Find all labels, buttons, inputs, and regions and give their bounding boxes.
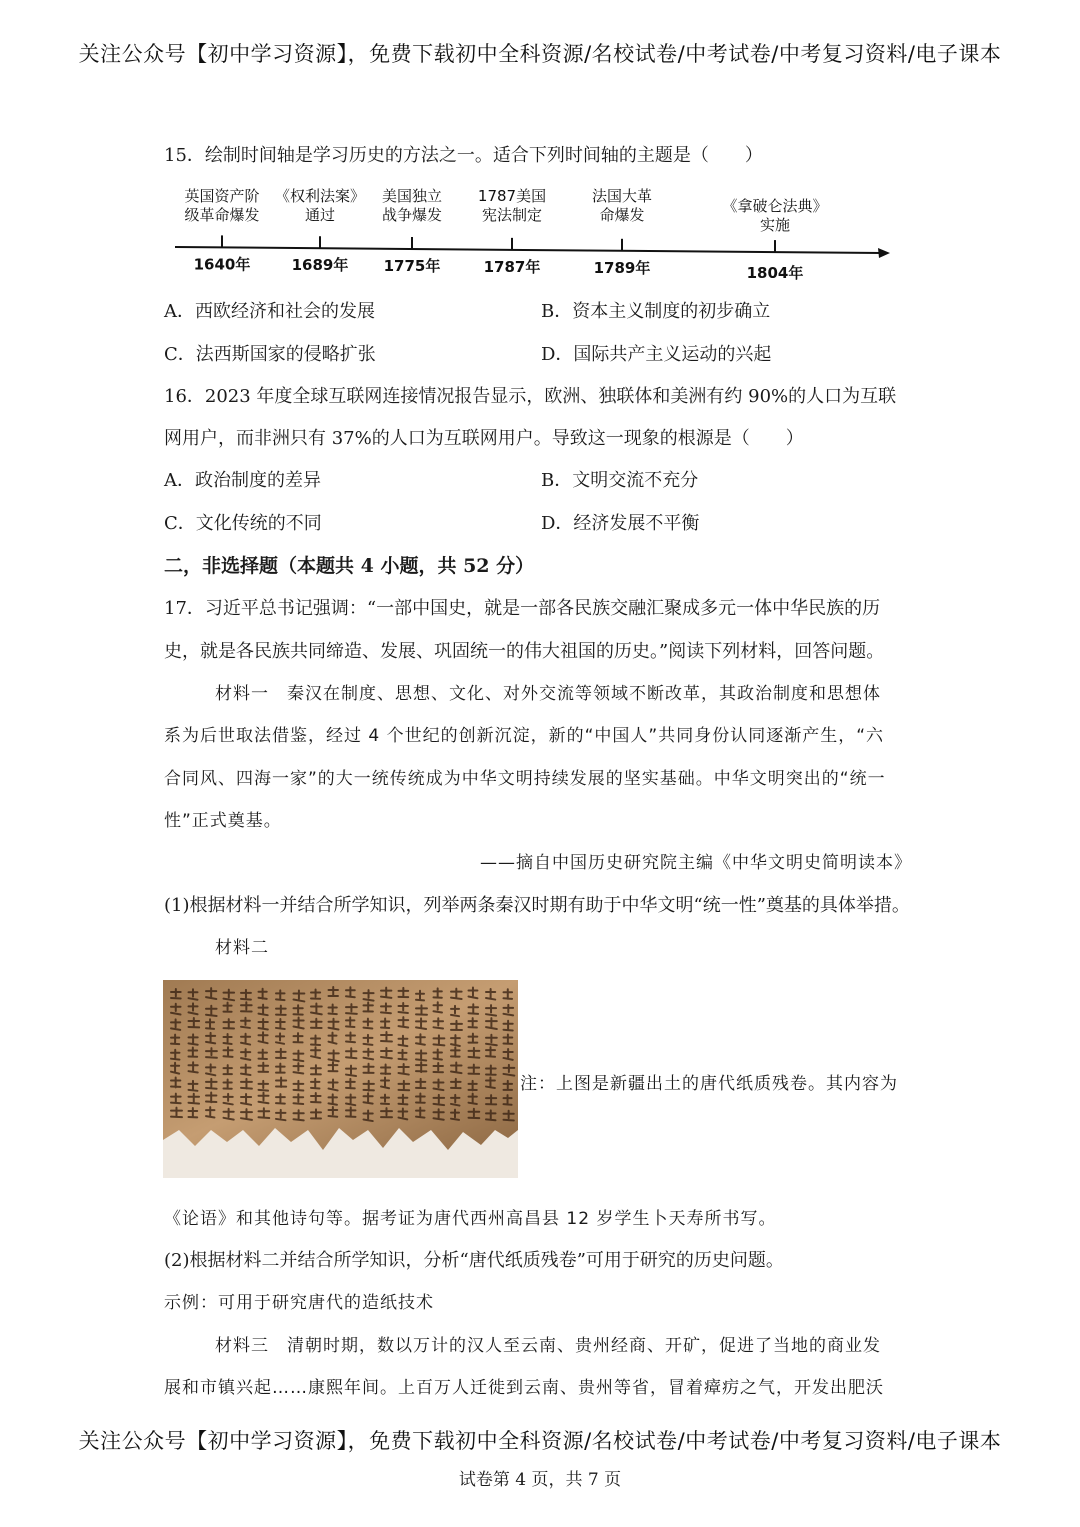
timeline-event-label: 《拿破仑法典》 [722, 197, 828, 215]
timeline-event-label: 实施 [759, 216, 791, 234]
q16-stem-line2: 网用户，而非洲只有 37%的人口为互联网用户。导致这一现象的根源是（ ） [164, 428, 804, 449]
timeline-event-label: 宪法制定 [481, 206, 543, 224]
material2-note-line1: 注：上图是新疆出土的唐代纸质残卷。其内容为 [520, 1074, 898, 1094]
timeline-year-label: 1689年 [291, 256, 349, 275]
q16-option-a: A．政治制度的差异 [164, 470, 321, 491]
timeline-arrow-icon [878, 248, 890, 258]
section2-title: 二，非选择题（本题共 4 小题，共 52 分） [164, 555, 535, 577]
q15-option-a: A．西欧经济和社会的发展 [164, 301, 375, 322]
q16-option-c: C．文化传统的不同 [164, 513, 322, 534]
material1-line4: 性”正式奠基。 [164, 811, 282, 831]
material1-source: ——摘自中国历史研究院主编《中华文明史简明读本》 [480, 853, 912, 873]
timeline-event-label: 命爆发 [599, 206, 645, 224]
material1-line1: 材料一 秦汉在制度、思想、文化、对外交流等领域不断改革，其政治制度和思想体 [215, 684, 881, 704]
timeline-year-label: 1640年 [193, 255, 251, 274]
q17-example: 示例：可用于研究唐代的造纸技术 [164, 1293, 434, 1313]
material1-line3: 合同风、四海一家”的大一统传统成为中华文明持续发展的坚实基础。中华文明突出的“统一 [164, 769, 886, 789]
material1-line2: 系为后世取法借鉴，经过 4 个世纪的创新沉淀，新的“中国人”共同身份认同逐渐产生，“六 [164, 726, 885, 746]
q16-stem-line1: 16．2023 年度全球互联网连接情况报告显示，欧洲、独联体和美洲有约 90%的人口为互联 [164, 386, 897, 407]
timeline-year-label: 1787年 [483, 257, 541, 276]
q15-option-d: D．国际共产主义运动的兴起 [541, 344, 772, 365]
q17-sub2: (2)根据材料二并结合所学知识，分析“唐代纸质残卷”可用于研究的历史问题。 [164, 1250, 784, 1271]
timeline-event-label: 美国独立 [381, 187, 443, 205]
header-banner: 关注公众号【初中学习资源】，免费下载初中全科资源/名校试卷/中考试卷/中考复习资料/电子课本 [78, 42, 1002, 66]
timeline-year-label: 1789年 [593, 258, 651, 277]
material2-label: 材料二 [215, 938, 269, 958]
timeline-event-label: 通过 [304, 206, 336, 224]
timeline-event-label: 1787美国 [477, 187, 547, 205]
q15-option-c: C．法西斯国家的侵略扩张 [164, 344, 376, 365]
q16-option-d: D．经济发展不平衡 [541, 513, 700, 534]
tang-paper-scroll-image [163, 980, 518, 1178]
q15-option-b: B．资本主义制度的初步确立 [541, 301, 771, 322]
q15-stem: 15．绘制时间轴是学习历史的方法之一。适合下列时间轴的主题是（ ） [164, 145, 763, 166]
q15-timeline [170, 180, 900, 285]
q16-option-b: B．文明交流不充分 [541, 470, 699, 491]
material2-note-line2: 《论语》和其他诗句等。据考证为唐代西州高昌县 12 岁学生卜天寿所书写。 [164, 1209, 777, 1229]
timeline-year-label: 1775年 [383, 257, 441, 276]
timeline-event-label: 级革命爆发 [184, 206, 260, 224]
q17-sub1: (1)根据材料一并结合所学知识，列举两条秦汉时期有助于中华文明“统一性”奠基的具体举措。 [164, 895, 910, 916]
material3-line1: 材料三 清朝时期，数以万计的汉人至云南、贵州经商、开矿，促进了当地的商业发 [215, 1336, 881, 1356]
material3-line2: 展和市镇兴起……康熙年间。上百万人迁徙到云南、贵州等省，冒着瘴疠之气，开发出肥沃 [164, 1378, 884, 1398]
timeline-event-label: 战争爆发 [381, 206, 443, 224]
timeline-event-label: 英国资产阶 [184, 187, 260, 205]
q17-stem-line1: 17．习近平总书记强调：“一部中国史，就是一部各民族交融汇聚成多元一体中华民族的历 [164, 598, 881, 619]
q17-stem-line2: 史，就是各民族共同缔造、发展、巩固统一的伟大祖国的历史。”阅读下列材料，回答问题。 [164, 641, 885, 662]
timeline-event-label: 法国大革 [591, 187, 653, 205]
footer-banner: 关注公众号【初中学习资源】，免费下载初中全科资源/名校试卷/中考试卷/中考复习资料/电子课本 [78, 1429, 1002, 1453]
timeline-event-label: 《权利法案》 [274, 187, 366, 205]
timeline-year-label: 1804年 [746, 264, 804, 283]
page-number: 试卷第 4 页，共 7 页 [458, 1470, 622, 1490]
